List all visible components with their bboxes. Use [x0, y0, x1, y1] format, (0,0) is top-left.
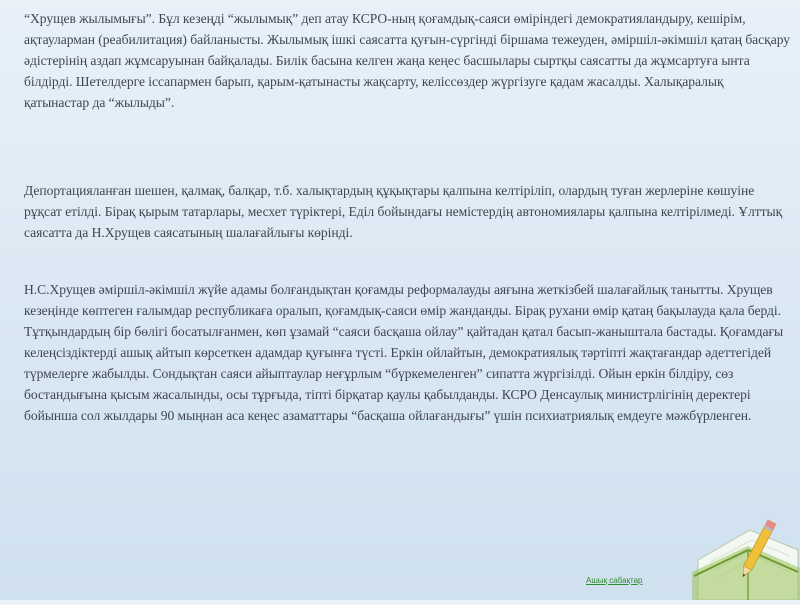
paragraph-khrushchev-reforms: Н.С.Хрущев әміршіл-әкімшіл жүйе адамы болғандықтан қоғамды реформалауды аяғына жеткізбей шалағайлық танытты. Хрущев кезеңінде көптеген ғалымдар республикаға оралып, қоғамдық-саяси өмір жанданды. Бірақ рухани өмір қатаң бақылауда қала берді. Тұтқындардың бір бөлігі босатылғанмен, көп ұзамай “саяси басқаша ойлау” қайтадан қатал басып-жаныштала бастады. Қоғамдағы келеңсіздіктерді ашық айтып көрсеткен адамдар қуғынға түсті. Еркін ойлайтын, демократиялық тәртіпті жақтағандар әдеттегідей түрмелерге жабылды. Сондықтан саяси айыптаулар неғұрлым “бүркемеленген” сипатта жүргізілді. Ойын еркін білдіру, сөз бостандығына қысым жасалынды, осы тұрғыда, тіпті бірқатар қаулы қабылданды. КСРО Денсаулық министрлігінің деректері бойынша сол жылдары 90 мыңнан аса кеңес азаматтары “басқаша ойлағандығы” үшін психиатриялық емдеуге мәжбүрленген.: [24, 282, 784, 423]
paragraph-thaw: “Хрущев жылымығы”. Бұл кезеңді “жылымық” деп атау КСРО-ның қоғамдық-саяси өміріндегі демократияландыру, кешірім, ақтауларман (реабилитация) байланысты. Жылымық ішкі саясатта қуғын-сүргінді біршама тежеуден, әміршіл-әкімшіл қатаң басқару әдістерінің аздап жұмсаруынан байқалады. Билік басына келген жаңа кеңес басшылары сыртқы саясатты да жұмсартуға ынта білдірді. Шетелдерге іссапармен барып, қарым-қатынасты жақсарту, келіссөздер жүргізуге қадам жасалды. Халықаралық қатынастар да “жылыды”.: [24, 11, 791, 110]
paragraph-deportation: Депортацияланған шешен, қалмақ, балқар, т.б. халықтардың құқықтары қалпына келтіріліп, олардың туған жерлеріне көшуіне рұқсат етілді. Бірақ қырым татарлары, месхет түріктері, Еділ бойындағы немістердің автономиялары қалпына келтірілмеді. Ұлттық саясатта да Н.Хрущев саясатының шалағайлығы көрінді.: [24, 183, 783, 240]
book-pencil-icon: [690, 490, 800, 600]
open-lessons-link[interactable]: Ашық сабақтар: [586, 576, 643, 585]
